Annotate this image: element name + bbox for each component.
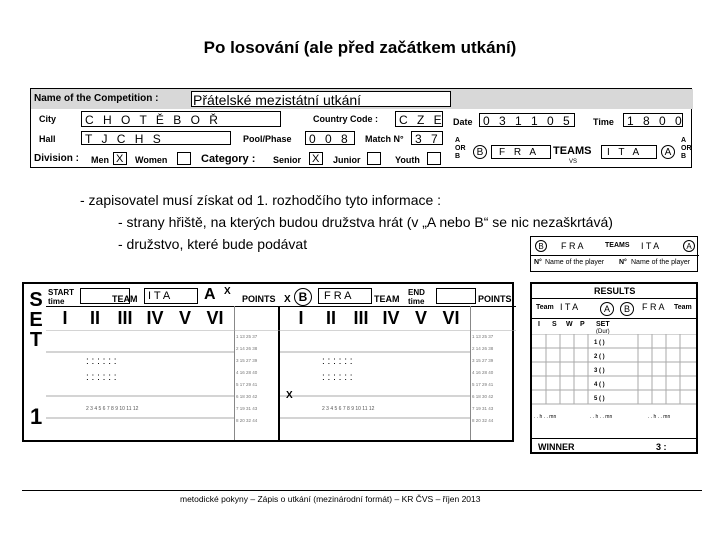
rotation-iv: IV — [382, 308, 400, 328]
mini-no-label-left: N° — [534, 259, 542, 266]
rotation-vi: VI — [442, 308, 460, 328]
results-team-label-left: Team — [536, 304, 554, 311]
rotation-v: V — [178, 308, 191, 328]
rotation-ii: II — [325, 308, 336, 328]
right-serve-mark: X — [284, 294, 291, 305]
svg-text:4 16 28 40: 4 16 28 40 — [236, 370, 258, 375]
results-a: A — [600, 302, 614, 316]
svg-text:: : : : : :: : : : : : : — [322, 356, 353, 367]
date-label: Date — [453, 117, 473, 127]
mini-right-letter: A — [683, 240, 695, 252]
results-grid — [532, 334, 696, 424]
right-team-letter: B — [294, 288, 312, 306]
rotation-i: I — [298, 308, 304, 328]
city-label: City — [39, 114, 57, 124]
teams-label: TEAMS — [553, 145, 592, 157]
svg-text:2 3 4 5 6 7 8 9 10 11: 2 3 4 5 6 7 8 9 10 11 12 — [322, 406, 375, 412]
results-title: RESULTS — [594, 286, 636, 296]
svg-text:2 14 26 38: 2 14 26 38 — [236, 346, 258, 351]
svg-text:8 20 32 44: 8 20 32 44 — [236, 418, 258, 423]
svg-text:7 19 31 43: 7 19 31 43 — [472, 406, 494, 411]
junior-label: Junior — [333, 155, 361, 165]
svg-text:3 15 27 39: 3 15 27 39 — [236, 358, 258, 363]
competition-label: Name of the Competition : — [34, 93, 159, 104]
set-scoresheet — [22, 282, 514, 442]
footer-text: metodické pokyny – Zápis o utkání (mezinárodní formát) – KR ČVS – říjen 2013 — [180, 494, 481, 504]
svg-text:3 15 27 39: 3 15 27 39 — [472, 358, 494, 363]
svg-text:1 13 25 37: 1 13 25 37 — [472, 334, 494, 339]
rotation-vi: VI — [206, 308, 224, 328]
svg-text:2 3 4 5 6 7 8 9 10 11: 2 3 4 5 6 7 8 9 10 11 12 — [86, 406, 139, 412]
rotation-i: I — [62, 308, 68, 328]
competition-value: Přátelské mezistátní utkání — [193, 92, 362, 108]
hall-value: T J C H S — [85, 132, 164, 146]
page-title: Po losování (ale před začátkem utkání) — [203, 38, 517, 57]
points-label-left: POINTS — [242, 294, 276, 304]
svg-text:2 ( ): 2 ( ) — [594, 354, 605, 360]
set-label: S E T — [29, 289, 43, 351]
a-or-b-right: A OR B — [681, 137, 692, 160]
results-b: B — [620, 302, 634, 316]
pool-value: 0 0 8 — [309, 132, 351, 146]
svg-text:. . h . . mn: . . h . . mn — [590, 414, 613, 420]
match-label: Match N° — [365, 134, 404, 144]
results-set-label: SET — [596, 321, 610, 328]
hall-label: Hall — [39, 134, 56, 144]
senior-mark: X — [312, 153, 320, 165]
svg-text:6 18 30 42: 6 18 30 42 — [472, 394, 494, 399]
rotation-headers-right — [286, 308, 466, 329]
results-winner-score: 3 : — [656, 442, 667, 452]
serve-mark-lower: X — [286, 390, 293, 401]
svg-text:4 ( ): 4 ( ) — [594, 382, 605, 388]
svg-text:5 ( ): 5 ( ) — [594, 396, 605, 402]
team-left-name: F R A — [499, 147, 540, 158]
results-col-w: W — [566, 321, 573, 328]
results-col-s: S — [552, 321, 557, 328]
mini-player-label-right: Name of the player — [631, 259, 691, 266]
mini-player-label-left: Name of the player — [545, 259, 605, 266]
senior-label: Senior — [273, 155, 302, 165]
mini-left-name: F R A — [561, 241, 584, 251]
svg-text:3 ( ): 3 ( ) — [594, 368, 605, 374]
svg-text:6 18 30 42: 6 18 30 42 — [236, 394, 258, 399]
mini-no-label-right: N° — [619, 259, 627, 266]
pool-label: Pool/Phase — [243, 134, 292, 144]
team-label-right: TEAM — [374, 294, 400, 304]
right-team-name: F R A — [324, 290, 352, 302]
svg-text:2 14 26 38: 2 14 26 38 — [472, 346, 494, 351]
scoresheet-grid — [46, 330, 516, 440]
instruction-item-2: - družstvo, které bude podávat — [118, 236, 308, 252]
results-dur-label: (Dur) — [596, 329, 610, 335]
category-label: Category : — [201, 153, 256, 165]
results-team-label-right: Team — [674, 304, 692, 311]
men-label: Men — [91, 155, 109, 165]
svg-text:5 17 29 41: 5 17 29 41 — [236, 382, 258, 387]
men-mark: X — [116, 153, 124, 165]
left-team-letter: A — [204, 286, 216, 303]
mini-team-box — [530, 236, 698, 272]
team-right-letter: A — [661, 145, 675, 159]
match-header-form — [30, 88, 692, 168]
footer-divider — [22, 490, 702, 491]
rotation-iii: III — [117, 308, 133, 328]
team-label-left: TEAM — [112, 294, 138, 304]
team-left-letter: B — [473, 145, 487, 159]
instruction-main: - zapisovatel musí získat od 1. rozhodčího tyto informace : — [80, 192, 442, 208]
set-number: 1 — [30, 404, 43, 429]
time-value: 1 8 0 0 — [627, 114, 685, 128]
country-value: C Z E — [399, 113, 445, 127]
results-col-i: I — [538, 321, 540, 328]
mini-left-letter: B — [535, 240, 547, 252]
rotation-v: V — [414, 308, 427, 328]
city-value: C H O T Ě B O Ř — [85, 113, 221, 127]
end-label: END time — [408, 288, 425, 306]
svg-text:5 17 29 41: 5 17 29 41 — [472, 382, 494, 387]
left-serve-mark: X — [224, 286, 231, 297]
instruction-item-1: - strany hřiště, na kterých budou družstva hrát (v „A nebo B“ se nic nezaškrtává) — [118, 214, 613, 230]
svg-text:8 20 32 44: 8 20 32 44 — [472, 418, 494, 423]
team-right-name: I T A — [607, 147, 643, 158]
time-label: Time — [593, 117, 614, 127]
a-or-b-left: A OR B — [455, 137, 466, 160]
start-label: START time — [48, 288, 75, 306]
points-label-right: POINTS — [478, 294, 512, 304]
results-col-p: P — [580, 321, 585, 328]
svg-text:. . h . . mn: . . h . . mn — [648, 414, 671, 420]
svg-text:7 19 31 43: 7 19 31 43 — [236, 406, 258, 411]
rotation-headers-left — [50, 308, 230, 329]
date-value: 0 3 1 1 0 5 — [483, 114, 573, 128]
svg-text:: : : : : :: : : : : : : — [86, 356, 117, 367]
svg-text:1 13 25 37: 1 13 25 37 — [236, 334, 258, 339]
svg-text:. . h . . mn: . . h . . mn — [534, 414, 557, 420]
rotation-iii: III — [353, 308, 369, 328]
youth-label: Youth — [395, 155, 420, 165]
svg-text:1 ( ): 1 ( ) — [594, 340, 605, 346]
division-label: Division : — [34, 153, 80, 164]
results-right-team: F R A — [642, 302, 665, 312]
mini-right-name: I T A — [641, 241, 660, 251]
rotation-iv: IV — [146, 308, 164, 328]
results-winner-label: WINNER — [538, 442, 575, 452]
results-panel — [530, 282, 698, 454]
vs-label: VS — [569, 159, 578, 165]
women-label: Women — [135, 155, 168, 165]
country-label: Country Code : — [313, 114, 378, 124]
svg-text:: : : : : :: : : : : : : — [86, 372, 117, 383]
rotation-ii: II — [89, 308, 100, 328]
match-value: 3 7 — [415, 132, 441, 146]
svg-text:4 16 28 40: 4 16 28 40 — [472, 370, 494, 375]
mini-teams-label: TEAMS — [605, 242, 630, 249]
svg-text:: : : : : :: : : : : : : — [322, 372, 353, 383]
left-team-name: I T A — [148, 290, 171, 302]
results-left-team: I T A — [560, 302, 579, 312]
